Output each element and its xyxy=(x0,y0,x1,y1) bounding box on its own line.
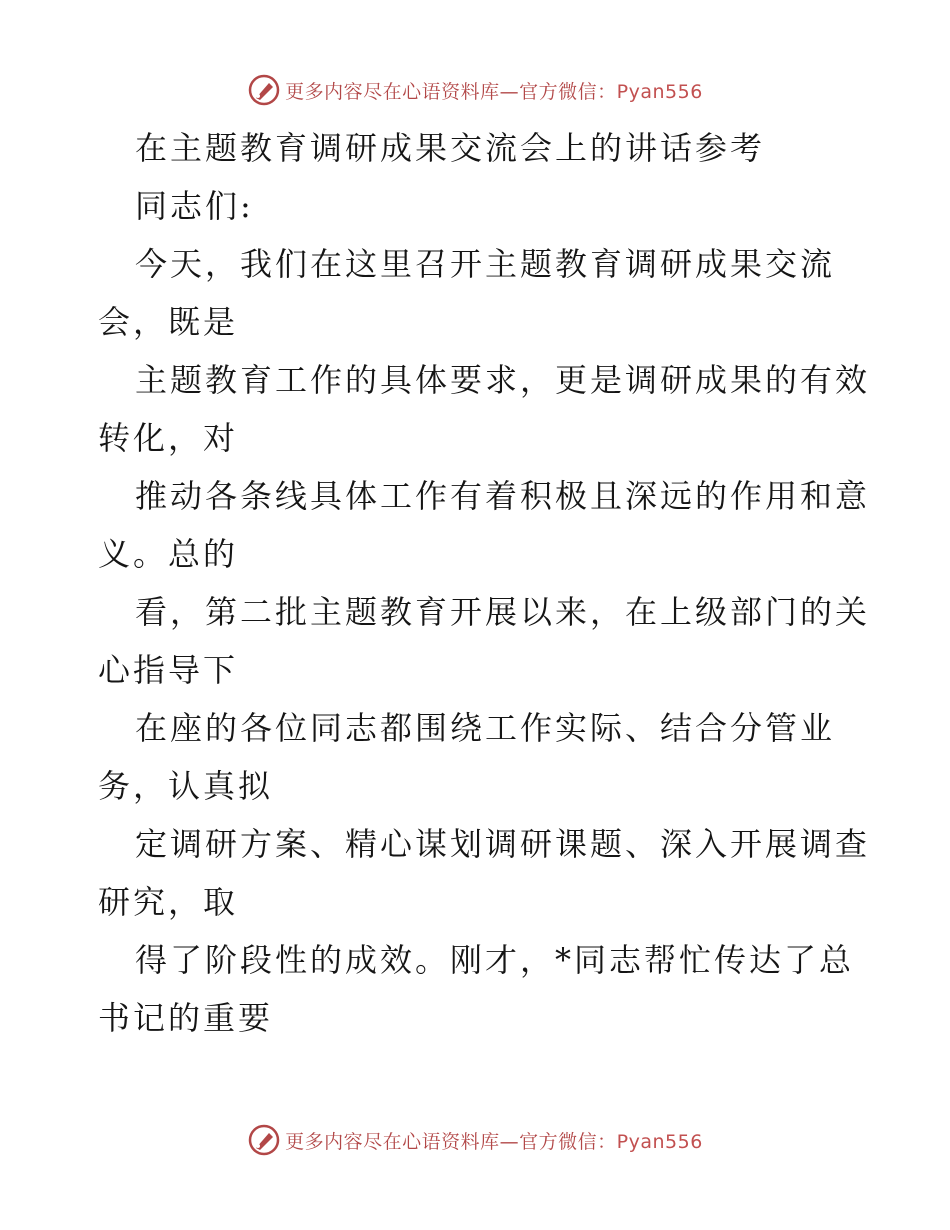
paragraph-line: 在座的各位同志都围绕工作实际、结合分管业 xyxy=(135,709,836,747)
pen-nib-logo-icon xyxy=(247,73,281,107)
banner-text xyxy=(285,77,703,104)
header-banner xyxy=(0,70,950,110)
paragraph-line: 义。总的 xyxy=(98,535,239,573)
pen-nib-logo-icon xyxy=(247,1123,281,1157)
banner-label: 更多内容尽在心语资料库—官方微信： xyxy=(285,80,617,103)
paragraph-line: 研究，取 xyxy=(98,883,239,921)
banner-wechat-id: Pyan556 xyxy=(616,1130,703,1153)
paragraph-line: 书记的重要 xyxy=(98,999,274,1037)
paragraph-line: 会，既是 xyxy=(98,303,239,341)
document-title: 在主题教育调研成果交流会上的讲话参考 xyxy=(135,129,766,167)
paragraph-line: 转化，对 xyxy=(98,419,239,457)
banner-wechat-id: Pyan556 xyxy=(616,80,703,103)
banner-text xyxy=(285,1127,703,1154)
paragraph-line: 心指导下 xyxy=(98,651,239,689)
paragraph-line: 看，第二批主题教育开展以来，在上级部门的关 xyxy=(135,593,871,631)
banner-label: 更多内容尽在心语资料库—官方微信： xyxy=(285,1130,617,1153)
paragraph-line: 推动各条线具体工作有着积极且深远的作用和意 xyxy=(135,477,871,515)
paragraph-line: 定调研方案、精心谋划调研课题、深入开展调查 xyxy=(135,825,871,863)
paragraph-line: 得了阶段性的成效。刚才，*同志帮忙传达了总 xyxy=(135,941,855,979)
greeting: 同志们: xyxy=(135,187,254,225)
footer-banner xyxy=(0,1120,950,1160)
paragraph-line: 务，认真拟 xyxy=(98,767,274,805)
paragraph-line: 主题教育工作的具体要求，更是调研成果的有效 xyxy=(135,361,871,399)
paragraph-line: 今天，我们在这里召开主题教育调研成果交流 xyxy=(135,245,836,283)
